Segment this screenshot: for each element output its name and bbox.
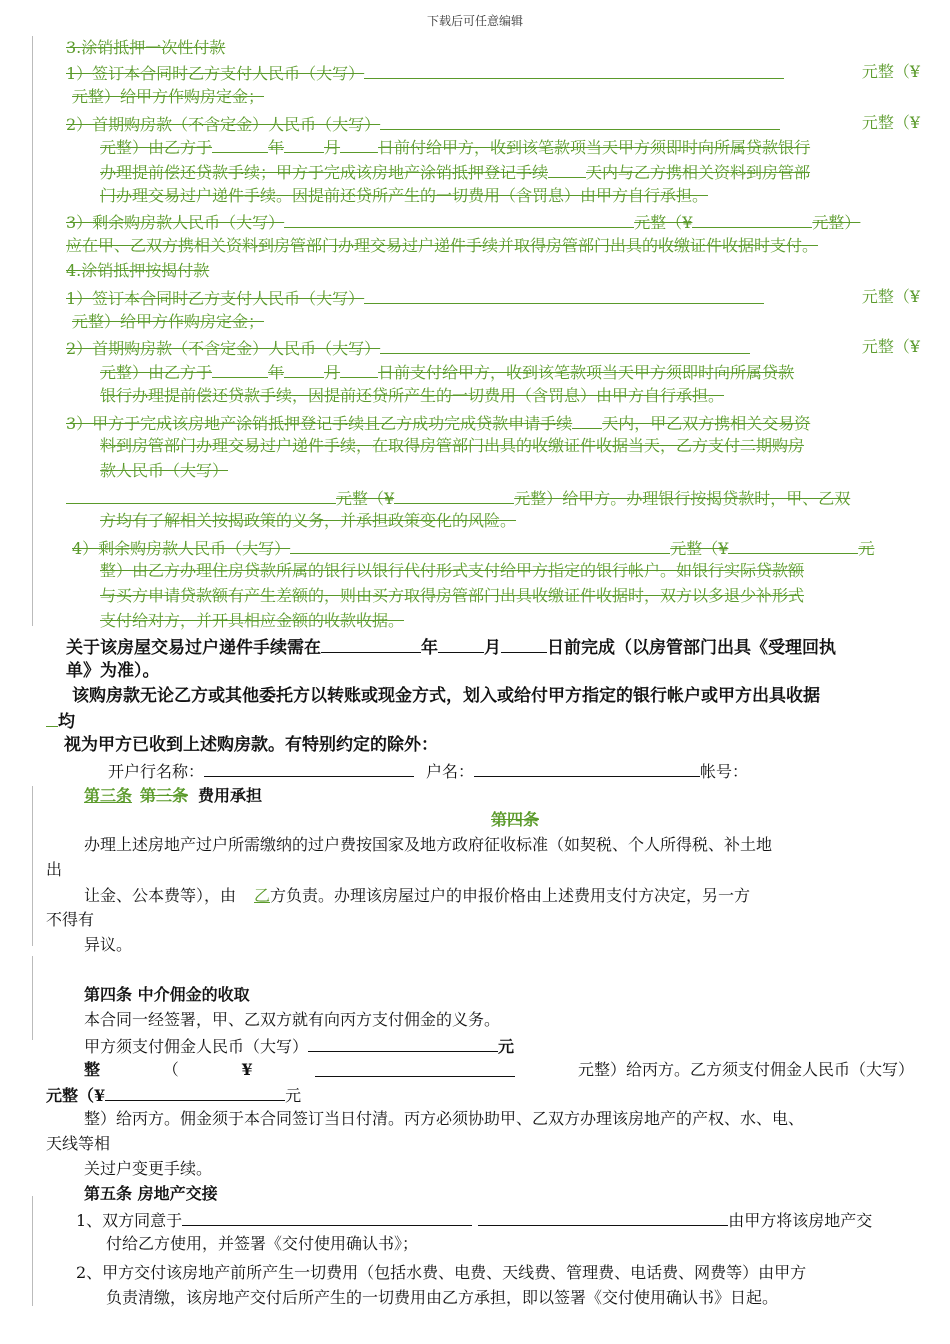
change-bar <box>32 36 33 626</box>
body-text: 不得有 <box>46 910 95 929</box>
payment-clause: 该购房款无论乙方或其他委托方以转账或现金方式，划入或给付甲方指定的银行帐户或甲方出具收据 <box>72 686 820 706</box>
deleted-line: 元整）给甲方作购房定金； <box>72 87 265 106</box>
transfer-deadline-line: 单》为准）。 <box>66 661 160 681</box>
handover-line: 付给乙方使用，并签署《交付使用确认书》； <box>106 1234 419 1253</box>
body-text: 整）给丙方。佣金须于本合同签订当日付清。丙方必须协助甲、乙双方办理该房地产的产权、水、电、 <box>84 1109 805 1128</box>
body-text: 异议。 <box>84 935 133 954</box>
deleted-line: 整）由乙方办理住房贷款所属的银行以银行代付形式支付给甲方指定的银行帐户。如银行实际贷款额 <box>100 561 805 580</box>
commission-line: 元整（¥ 元 <box>46 1086 302 1105</box>
deleted-line: 3）甲方于完成该房地产涂销抵押登记手续且乙方成功完成贷款申请手续 天内，甲乙双方携相关交易资 <box>66 414 811 433</box>
commission-line: 整 （ ¥ 元整）给丙方。乙方须支付佣金人民币（大写） <box>84 1060 914 1079</box>
deleted-line: 与买方申请贷款额有产生差额的，则由买方取得房管部门出具收缴证件收据时，双方以多退少补形式 <box>100 586 805 605</box>
deleted-line: 元整（¥ 元整）给甲方。办理银行按揭贷款时，甲、乙双 <box>66 487 920 509</box>
payment-clause: 均 <box>46 710 920 732</box>
change-bar <box>32 956 33 1040</box>
deleted-heading: 4.涂销抵押按揭付款 <box>66 261 210 280</box>
payment-clause: 视为甲方已收到上述购房款。有特别约定的除外： <box>64 735 438 755</box>
deleted-line: 2）首期购房款（不含定金）人民币（大写） 元整（¥ <box>66 337 920 358</box>
handover-line: 2、甲方交付该房地产前所产生一切费用（包括水费、电费、天线费、管理费、电话费、网费等）由甲方 <box>76 1263 807 1282</box>
deleted-line: 1）签订本合同时乙方支付人民币（大写） 元整（¥ <box>66 62 920 83</box>
deleted-line: 款人民币（大写） <box>100 461 229 480</box>
deleted-line: 方均有了解相关按揭政策的义务，并承担政策变化的风险。 <box>100 511 517 530</box>
transfer-deadline-line: 关于该房屋交易过户递件手续需在 年 月 日前完成（以房管部门出具《受理回执 <box>66 638 836 658</box>
deleted-line: 元整）给甲方作购房定金； <box>72 312 265 331</box>
deleted-line: 办理提前偿还贷款手续；甲方于完成该房地产涂销抵押登记手续 天内与乙方携相关资料到房管部 <box>100 163 811 182</box>
handover-line: 1、双方同意于 由甲方将该房地产交 <box>76 1211 873 1230</box>
article-5-heading: 第五条 房地产交接 <box>84 1184 218 1203</box>
deleted-line: 料到房管部门办理交易过户递件手续，在取得房管部门出具的收缴证件收据当天，乙方支付二期购房 <box>100 436 805 455</box>
deleted-line: 4）剩余购房款人民币（大写） 元整（¥ 元 <box>72 539 875 558</box>
commission-line: 甲方须支付佣金人民币（大写） 元 <box>84 1037 515 1056</box>
article-3-heading: 第三条 第三条 费用承担 <box>84 786 263 805</box>
deleted-line: 支付给对方，并开具相应金额的收款收据。 <box>100 611 405 630</box>
deleted-heading: 3.涂销抵押一次性付款 <box>66 38 226 57</box>
article-4-deleted-heading: 第四条 <box>490 810 539 829</box>
change-bar <box>32 1196 33 1306</box>
body-text: 办理上述房地产过户所需缴纳的过户费按国家及地方政府征收标准（如契税、个人所得税、补土地 <box>84 835 773 854</box>
deleted-line: 银行办理提前偿还贷款手续，因提前还贷所产生的一切费用（含罚息）由甲方自行承担。 <box>100 386 725 405</box>
deleted-line: 门办理交易过户递件手续。因提前还贷所产生的一切费用（含罚息）由甲方自行承担。 <box>100 186 709 205</box>
body-text: 天线等相 <box>46 1134 111 1153</box>
deleted-line: 元整）由乙方于 年 月 日前付给甲方，收到该笔款项当天甲方须即时向所属贷款银行 <box>100 138 811 157</box>
deleted-line: 1）签订本合同时乙方支付人民币（大写） 元整（¥ <box>66 287 920 308</box>
article-4-heading: 第四条 中介佣金的收取 <box>84 985 250 1004</box>
page-header: 下载后可任意编辑 <box>426 14 523 28</box>
body-text: 关过户变更手续。 <box>84 1159 213 1178</box>
bank-account-line: 开户行名称： 户名： 帐号： <box>108 762 749 781</box>
deleted-line: 3）剩余购房款人民币（大写） 元整（¥ 元整） <box>66 213 861 232</box>
deleted-line: 元整）由乙方于 年 月 日前支付给甲方，收到该笔款项当天甲方须即时向所属贷款 <box>100 363 795 382</box>
body-text: 本合同一经签署，甲、乙双方就有向丙方支付佣金的义务。 <box>84 1010 501 1029</box>
body-text: 让金、公本费等），由 乙方负责。办理该房屋过户的申报价格由上述费用支付方决定，另一方 <box>84 886 751 905</box>
body-text: 出 <box>46 860 63 879</box>
handover-line: 负责清缴，该房地产交付后所产生的一切费用由乙方承担，即以签署《交付使用确认书》日起。 <box>106 1288 779 1307</box>
deleted-line: 应在甲、乙双方携相关资料到房管部门办理交易过户递件手续并取得房管部门出具的收缴证件收据时支付。 <box>66 236 819 255</box>
deleted-line: 2）首期购房款（不含定金）人民币（大写） 元整（¥ <box>66 113 920 134</box>
